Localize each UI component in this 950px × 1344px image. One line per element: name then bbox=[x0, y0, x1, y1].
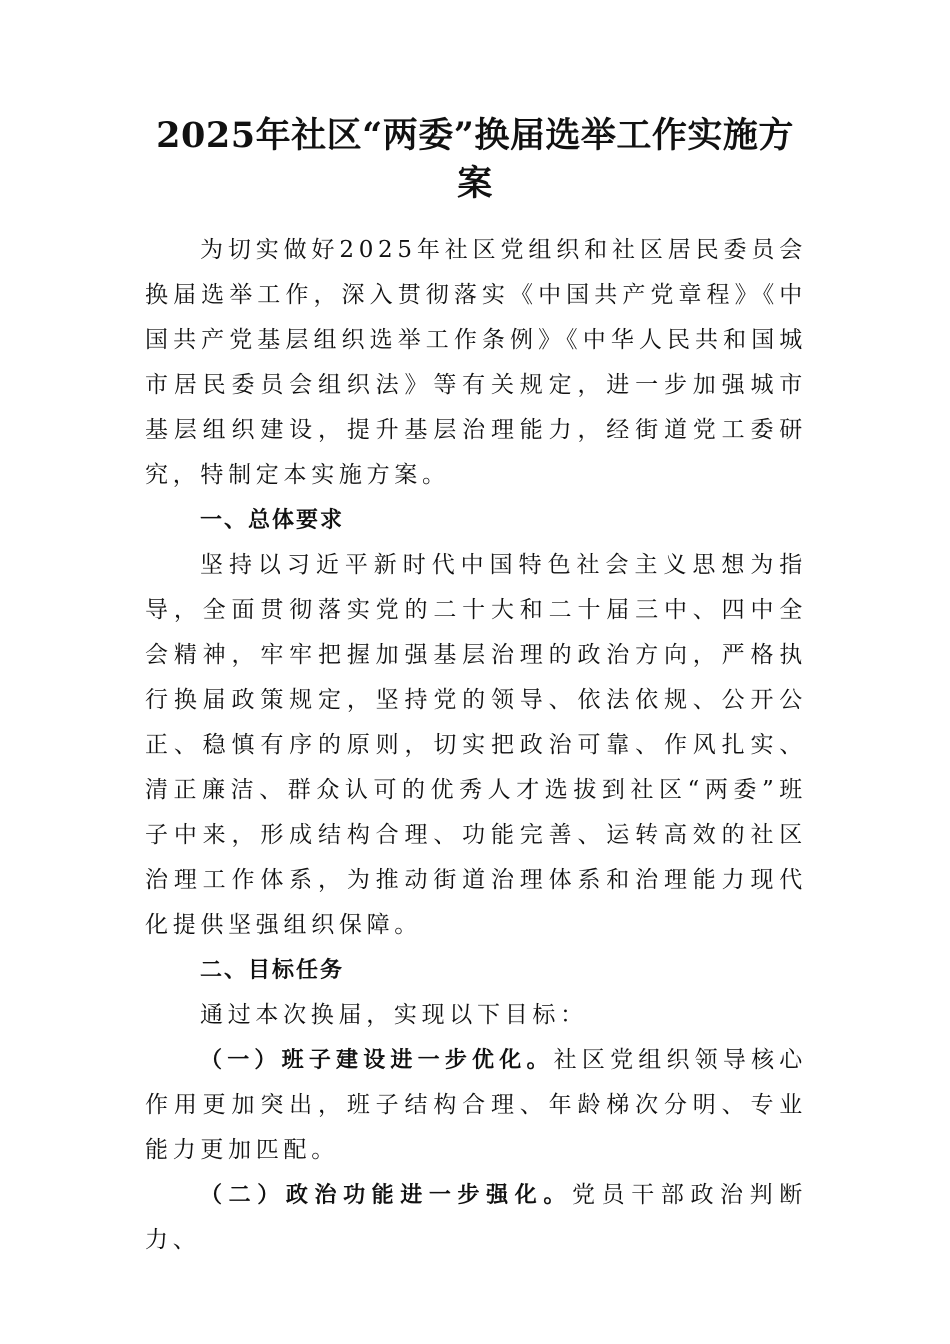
objective-item-1 bbox=[145, 1038, 807, 1173]
objectives-lead-paragraph: 通过本次换届，实现以下目标： bbox=[200, 1002, 588, 1028]
general-requirements-paragraph: 坚持以习近平新时代中国特色社会主义思想为指导，全面贯彻落实党的二十大和二十届三中、四中全会精神，牢牢把握加强基层治理的政治方向，严格执行换届政策规定，坚持党的领导、依法依规、公开公正、稳慎有序的原则，切实把政治可靠、作风扎实、清正廉洁、群众认可的优秀人才选拔到社区“两委”班子中来，形成结构合理、功能完善、运转高效的社区治理工作体系，为推动街道治理体系和治理能力现代化提供坚强组织保障。 bbox=[145, 552, 807, 938]
section-heading-objectives: 二、目标任务 bbox=[200, 958, 345, 983]
objective-item-1-text: 社区党组织领导核心作用更加突出，班子结构合理、年龄梯次分明、专业能力更加匹配。 bbox=[145, 1047, 807, 1163]
intro-paragraph: 为切实做好2025年社区党组织和社区居民委员会换届选举工作，深入贯彻落实《中国共产党章程》《中国共产党基层组织选举工作条例》《中华人民共和国城市居民委员会组织法》等有关规定，进一步加强城市基层组织建设，提升基层治理能力，经街道党工委研究，特制定本实施方案。 bbox=[145, 237, 807, 488]
document-title: 2025年社区“两委”换届选举工作实施方案 bbox=[156, 115, 794, 204]
document-body bbox=[145, 228, 807, 1263]
objective-item-2 bbox=[145, 1173, 807, 1263]
objective-item-2-text: 党员干部政治判断力、 bbox=[145, 1182, 807, 1253]
objective-item-1-label: （一）班子建设进一步优化。 bbox=[200, 1048, 554, 1073]
section-heading-general-requirements: 一、总体要求 bbox=[200, 508, 345, 533]
objective-item-2-label: （二）政治功能进一步强化。 bbox=[200, 1183, 572, 1208]
